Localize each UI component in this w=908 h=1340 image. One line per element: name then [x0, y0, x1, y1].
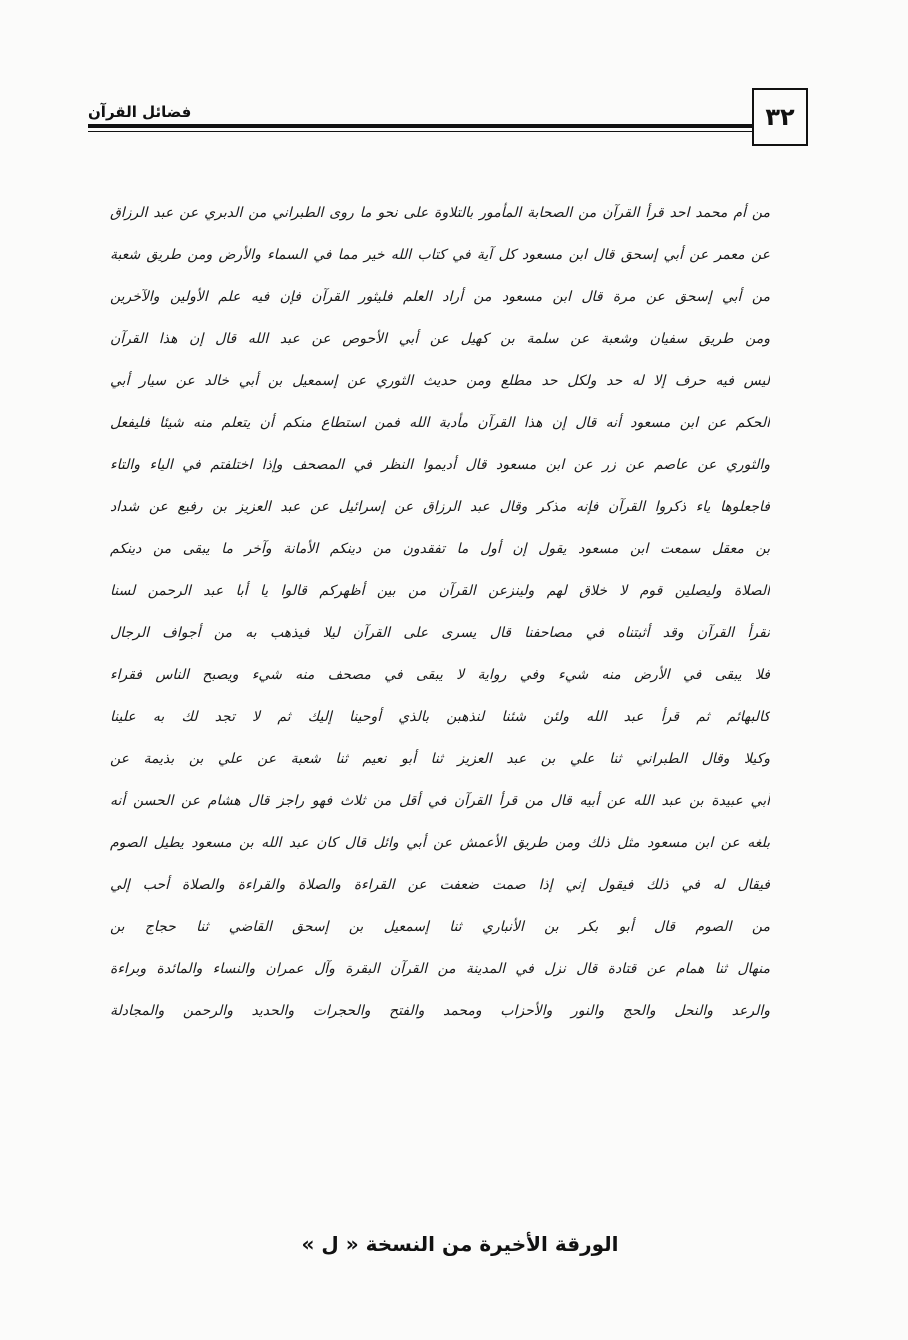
manuscript-line: بن معقل سمعت ابن مسعود يقول إن أول ما تفقدون من دينكم الأمانة وآخر ما يبقى من دينكم: [110, 541, 770, 557]
figure-caption: الورقة الأخيرة من النسخة « ل »: [301, 1232, 619, 1256]
manuscript-line: والثوري عن عاصم عن زر عن ابن مسعود قال أديموا النظر في المصحف وإذا اختلفتم في الياء والتاء: [110, 457, 770, 473]
manuscript-line: ومن طريق سفيان وشعبة عن سلمة بن كهيل عن أبي الأحوص عن عبد الله قال إن هذا القرآن: [110, 331, 770, 347]
manuscript-line: الصلاة وليصلين قوم لا خلاق لهم ولينزعن القرآن من بين أظهركم قالوا يا أبا عبد الرحمن لسنا: [110, 583, 770, 599]
manuscript-image-text: [110, 192, 770, 1052]
running-title: فضائل القرآن: [88, 103, 192, 121]
manuscript-line: الحكم عن ابن مسعود أنه قال إن هذا القرآن مأدبة الله فمن استطاع منكم أن يتعلم منه شيئا فليفعل: [110, 415, 770, 431]
manuscript-line: فاجعلوها ياء ذكروا القرآن فإنه مذكر وقال عبد الرزاق عن إسرائيل عن عبد العزيز بن رفيع عن شداد: [110, 499, 770, 515]
page-number-box: [752, 88, 808, 146]
header-rule-thick: [88, 124, 752, 128]
manuscript-line: والرعد والنحل والحج والنور والأحزاب ومحمد والفتح والحجرات والحديد والرحمن والمجادلة: [110, 1003, 770, 1019]
header-rule-thin: [88, 131, 752, 132]
page-number: ٣٢: [765, 103, 795, 131]
manuscript-line: فلا يبقى في الأرض منه شيء وفي رواية لا يبقى في مصحف منه شيء ويصبح الناس فقراء: [110, 667, 770, 683]
manuscript-line: ليس فيه حرف إلا له حد ولكل حد مطلع ومن حديث الثوري عن إسمعيل بن أبي خالد عن سيار أبي: [110, 373, 770, 389]
manuscript-line: منهال ثنا همام عن قتادة قال نزل في المدينة من القرآن البقرة وآل عمران والنساء والمائدة وبراءة: [110, 961, 770, 977]
manuscript-line: كالبهائم ثم قرأ عبد الله ولئن شئنا لنذهبن بالذي أوحينا إليك ثم لا تجد لك به علينا: [110, 709, 770, 725]
manuscript-line: بلغه عن ابن مسعود مثل ذلك ومن طريق الأعمش عن أبي وائل قال كان عبد الله بن مسعود يطيل الصوم: [110, 835, 770, 851]
manuscript-line: من الصوم قال أبو بكر بن الأنباري ثنا إسمعيل بن إسحق القاضي ثنا حجاج بن: [110, 919, 770, 935]
manuscript-line: من أم محمد احد قرأ القرآن من الصحابة المأمور بالتلاوة على نحو ما روى الطبراني من الدبري عن عبد الرزاق: [110, 205, 770, 221]
manuscript-line: نقرأ القرآن وقد أثبتناه في مصاحفنا قال يسرى على القرآن ليلا فيذهب به من أجواف الرجال: [110, 625, 770, 641]
manuscript-line: من أبي إسحق عن مرة قال ابن مسعود من أراد العلم فليثور القرآن فإن فيه علم الأولين والآخرين: [110, 289, 770, 305]
manuscript-line: أبي عبيدة بن عبد الله عن أبيه قال من قرأ القرآن في أقل من ثلاث فهو راجز قال هشام عن الحسن أنه: [110, 793, 770, 809]
manuscript-line: فيقال له في ذلك فيقول إني إذا صمت ضعفت عن القراءة والصلاة والقراءة والصلاة أحب إلي: [110, 877, 770, 893]
manuscript-line: عن معمر عن أبي إسحق قال ابن مسعود كل آية في كتاب الله خير مما في السماء والأرض ومن طريق شعبة: [110, 247, 770, 263]
manuscript-line: وكيلا وقال الطبراني ثنا علي بن عبد العزيز ثنا أبو نعيم ثنا شعبة عن علي بن بذيمة عن: [110, 751, 770, 767]
